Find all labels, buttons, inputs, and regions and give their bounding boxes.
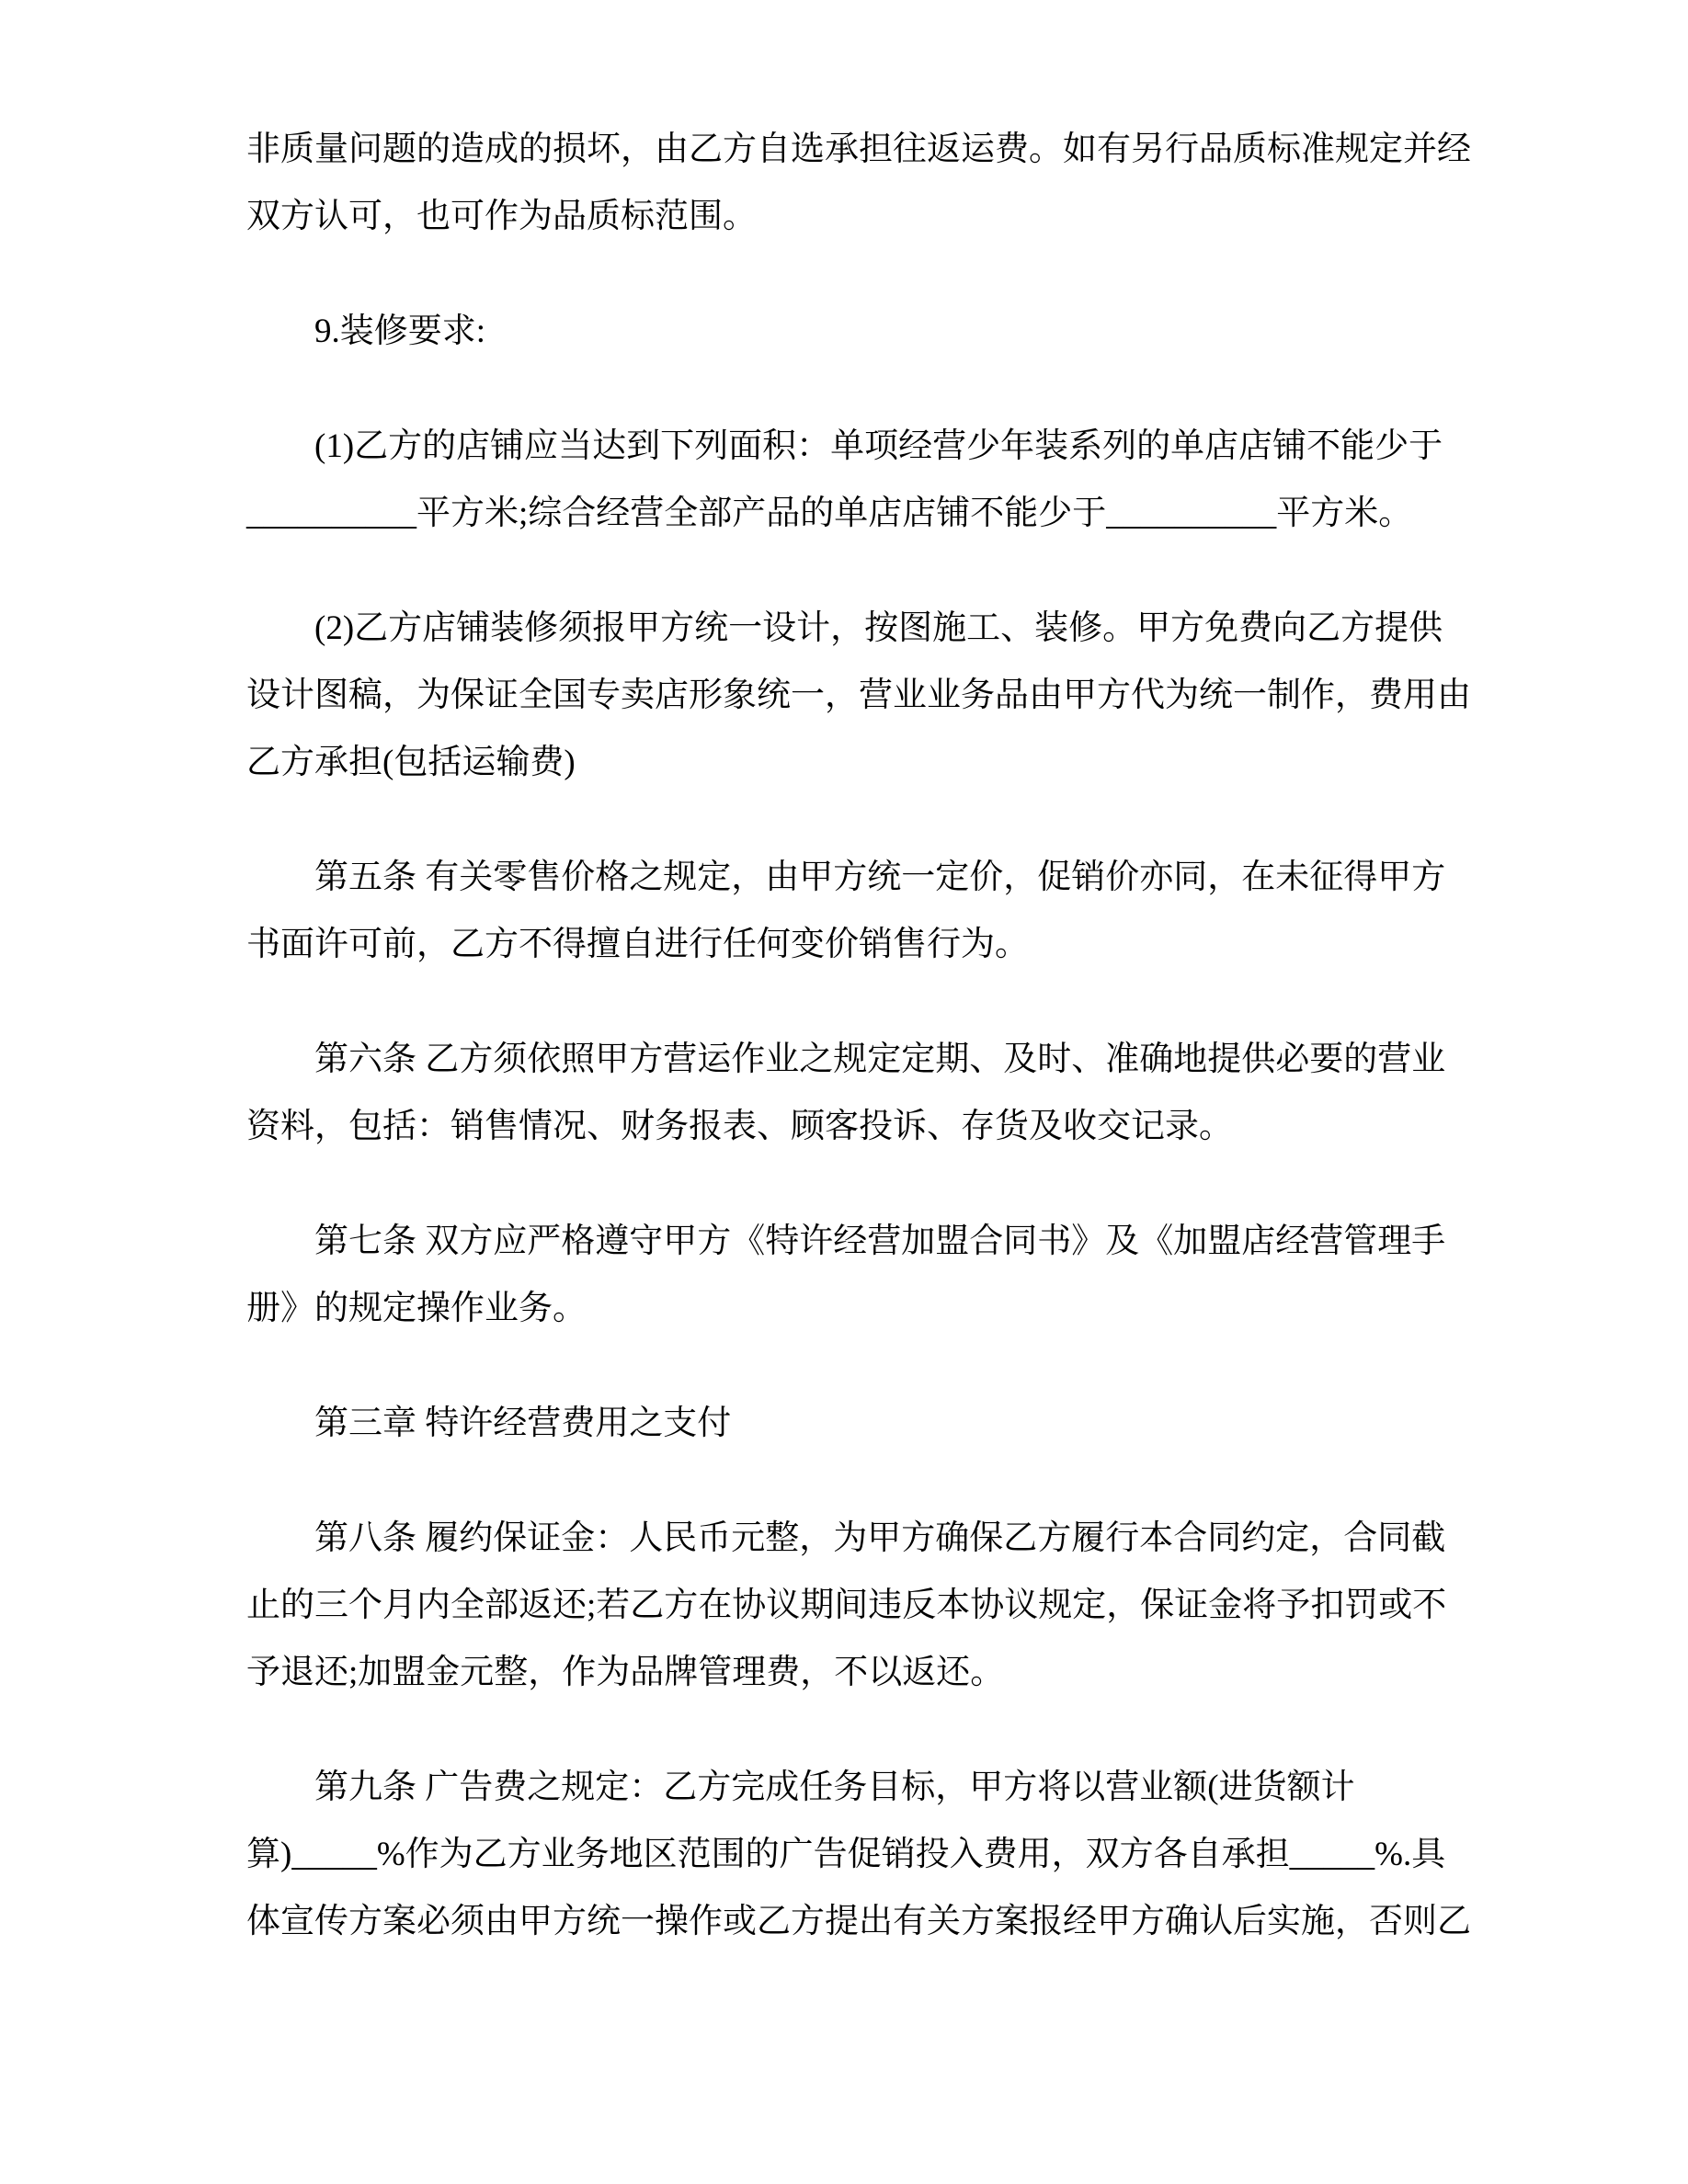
document-line: 体宣传方案必须由甲方统一操作或乙方提出有关方案报经甲方确认后实施，否则乙	[246, 1903, 1471, 1940]
document-line: 非质量问题的造成的损坏，由乙方自选承担往返运费。如有另行品质标准规定并经	[246, 131, 1471, 168]
document-line: 册》的规定操作业务。	[246, 1290, 587, 1327]
document-line: 止的三个月内全部返还;若乙方在协议期间违反本协议规定，保证金将予扣罚或不	[246, 1587, 1447, 1624]
paragraph	[246, 298, 1451, 365]
document-line: 书面许可前，乙方不得擅自进行任何变价销售行为。	[246, 926, 1029, 963]
document-line: 乙方承担(包括运输费)	[246, 744, 576, 781]
document-line: (2)乙方店铺装修须报甲方统一设计，按图施工、装修。甲方免费向乙方提供	[314, 609, 1443, 647]
document-line: (1)乙方的店铺应当达到下列面积：单项经营少年装系列的单店店铺不能少于	[314, 427, 1443, 465]
document-line: 第三章 特许经营费用之支付	[314, 1405, 732, 1442]
paragraph	[246, 844, 1451, 978]
document-line: 设计图稿，为保证全国专卖店形象统一，营业业务品由甲方代为统一制作，费用由	[246, 677, 1471, 714]
document-line: 第九条 广告费之规定：乙方完成任务目标，甲方将以营业额(进货额计	[314, 1769, 1355, 1806]
document-line: __________平方米;综合经营全部产品的单店店铺不能少于__________平方米。	[246, 495, 1413, 532]
paragraph	[246, 1754, 1471, 1955]
document-line: 第七条 双方应严格遵守甲方《特许经营加盟合同书》及《加盟店经营管理手	[314, 1223, 1446, 1260]
paragraph	[246, 1208, 1451, 1342]
contract-text-block	[246, 116, 1471, 2003]
paragraph	[246, 413, 1451, 547]
document-line: 9.装修要求:	[314, 313, 486, 350]
paragraph	[246, 116, 1471, 250]
paragraph	[246, 1026, 1451, 1160]
document-line: 予退还;加盟金元整，作为品牌管理费，不以返还。	[246, 1654, 1005, 1691]
paragraph	[246, 1505, 1451, 1706]
document-line: 算)_____%作为乙方业务地区范围的广告促销投入费用，双方各自承担_____%.具	[246, 1836, 1446, 1873]
document-line: 第五条 有关零售价格之规定，由甲方统一定价，促销价亦同，在未征得甲方	[314, 859, 1446, 896]
document-line: 第八条 履约保证金：人民币元整，为甲方确保乙方履行本合同约定，合同截	[314, 1519, 1446, 1557]
document-line: 资料，包括：销售情况、财务报表、顾客投诉、存货及收交记录。	[246, 1108, 1233, 1145]
paragraph	[246, 1390, 1451, 1457]
document-line: 第六条 乙方须依照甲方营运作业之规定定期、及时、准确地提供必要的营业	[314, 1041, 1446, 1078]
paragraph	[246, 595, 1471, 796]
document-line: 双方认可，也可作为品质标范围。	[246, 198, 757, 235]
